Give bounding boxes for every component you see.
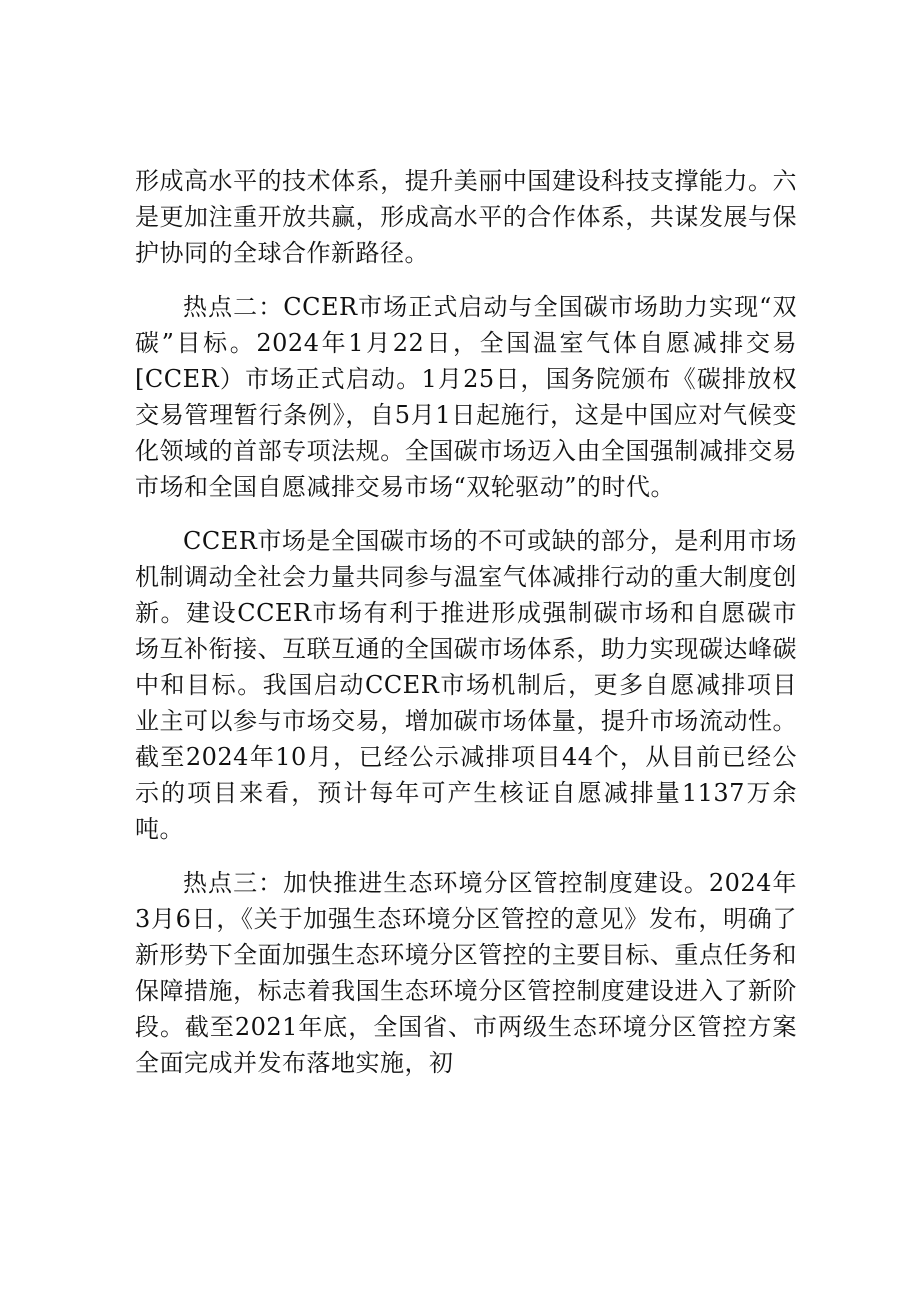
paragraph-hotspot-two: 热点二：CCER市场正式启动与全国碳市场助力实现“双碳”目标。2024年1月22日，全国温室气体自愿减排交易[CCER）市场正式启动。1月25日，国务院颁布《碳排放权交易管理暂行条例》，自5月1日起施行，这是中国应对气候变化领域的首部专项法规。全国碳市场迈入由全国强制减排交易市场和全国自愿减排交易市场“双轮驱动”的时代。 (135, 293, 797, 501)
paragraph-hotspot-three: 热点三：加快推进生态环境分区管控制度建设。2024年3月6日，《关于加强生态环境分区管控的意见》发布，明确了新形势下全面加强生态环境分区管控的主要目标、重点任务和保障措施，标志着我国生态环境分区管控制度建设进入了新阶段。截至2021年底，全国省、市两级生态环境分区管控方案全面完成并发布落地实施，初 (135, 869, 797, 1077)
paragraph-ccer-market: CCER市场是全国碳市场的不可或缺的部分，是利用市场机制调动全社会力量共同参与温室气体减排行动的重大制度创新。建设CCER市场有利于推进形成强制碳市场和自愿碳市场互补衔接、互联互通的全国碳市场体系，助力实现碳达峰碳中和目标。我国启动CCER市场机制后，更多自愿减排项目业主可以参与市场交易，增加碳市场体量，提升市场流动性。截至2024年10月，已经公示减排项目44个，从目前已经公示的项目来看，预计每年可产生核证自愿减排量1137万余吨。 (135, 527, 797, 843)
document-body (135, 163, 797, 1099)
paragraph-continuation: 形成高水平的技术体系，提升美丽中国建设科技支撑能力。六是更加注重开放共赢，形成高水平的合作体系，共谋发展与保护协同的全球合作新路径。 (135, 167, 797, 267)
